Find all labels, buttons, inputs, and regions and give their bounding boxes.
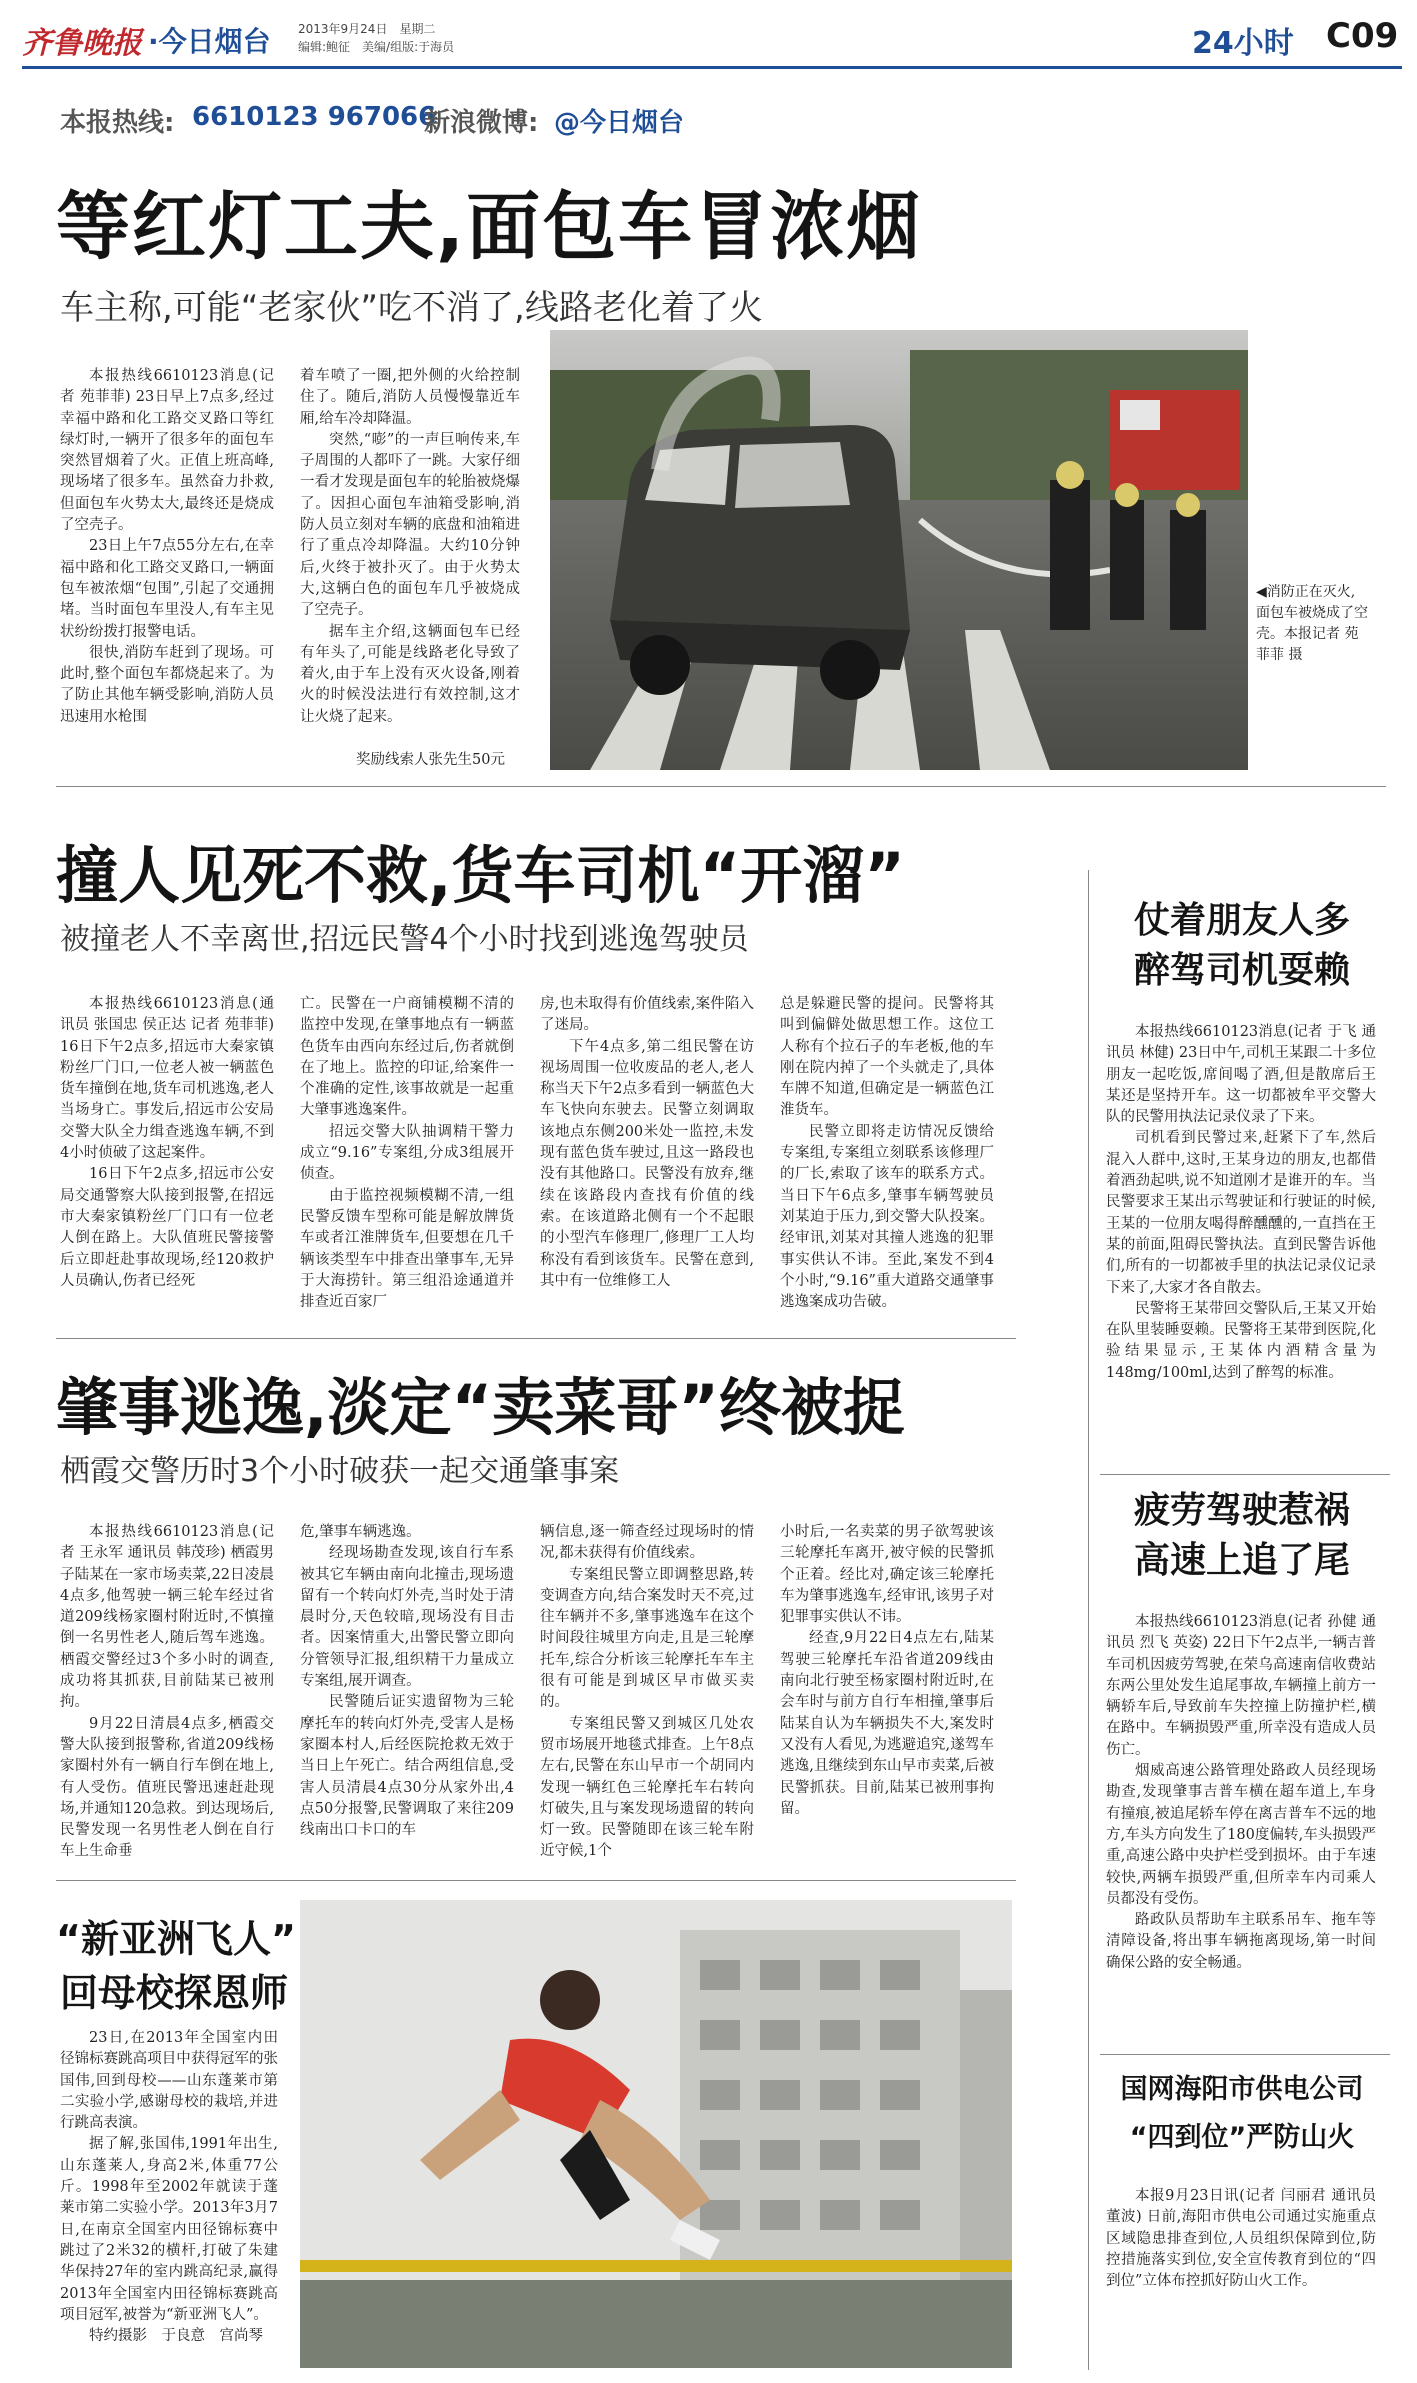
sidebar-rule	[1088, 870, 1089, 2370]
hotline-bar	[0, 96, 1417, 136]
article3-col4-p2: 经查,9月22日4点左右,陆某驾驶三轮摩托车沿省道209线由南向北行驶至杨家圈村附近时,在会车时与前方自行车相撞,肇事后陆某自认为车辆损失不大,案发时又没有人看见,为逃避追究,遂驾车逃逸,且继续到东山早市卖菜,后被民警抓获。目前,陆某已被刑事拘留。	[780, 1630, 994, 1817]
reward-note: 奖励线索人张先生50元	[356, 752, 505, 768]
divider-2	[56, 1338, 1016, 1339]
burning-van-photo	[550, 330, 1248, 770]
article1-col2-p3: 据车主介绍,这辆面包车已经有年头了,可能是线路老化导致了着火,由于车上没有灭火设备,刚着火的时候没法进行有效控制,这才让火烧了起来。	[300, 623, 520, 725]
side1-p2: 司机看到民警过来,赶紧下了车,然后混入人群中,这时,王某身边的朋友,也都借着酒劲起哄,说不知道刚才是谁开的车。当民警要求王某出示驾驶证和行驶证的时候,王某的一位朋友喝得醉醺醺的,一直挡在王某的前面,阻碍民警执法。直到民警告诉他们,所有的一切都被手里的执法记录仪记录下来了,大家才各自散去。	[1106, 1130, 1376, 1296]
article4-headline-line1: “新亚洲飞人”	[56, 1917, 296, 1961]
article2-col3	[540, 994, 754, 1334]
article2-col2-p3: 由于监控视频模糊不清,一组民警反馈车型称可能是解放牌货车或者江淮牌货车,但要想在几千辆该类型车中排查出肇事车,无异于大海捞针。第三组沿途通道并排查近百家厂	[300, 1187, 514, 1311]
sidebar-divider-2	[1100, 2054, 1390, 2055]
article1-photo-caption	[1256, 582, 1368, 782]
side2-p2: 烟威高速公路管理处路政人员经现场勘查,发现肇事吉普车横在超车道上,车身有撞痕,被追尾轿车停在离吉普车不远的地方,车头方向发生了180度偏转,车头损毁严重,高速公路中央护栏受到损坏。由于车速较快,两辆车损毁严重,但所幸车内司乘人员都没有受伤。	[1106, 1763, 1376, 1907]
article3-headline: 肇事逃逸,淡定“卖菜哥”终被捉	[56, 1371, 906, 1444]
article4-credit: 特约摄影 于良意 宫尚琴	[89, 2328, 263, 2345]
masthead-rule	[22, 66, 1402, 69]
masthead	[0, 0, 1417, 70]
side2-headline	[1092, 1486, 1392, 1586]
article1-col2-p2: 突然,“嘭”的一声巨响传来,车子周围的人都吓了一跳。大家仔细一看才发现是面包车的轮胎被烧爆了。因担心面包车油箱受影响,消防人员立刻对车辆的底盘和油箱进行了重点冷却降温。大约10分钟后,火终于被扑灭了。由于火势太大,这辆白色的面包车几乎被烧成了空壳子。	[300, 431, 520, 619]
side2-p3: 路政队员帮助车主联系吊车、拖车等清障设备,将出事车辆拖离现场,第一时间确保公路的安全畅通。	[1106, 1912, 1376, 1971]
article3-col4	[780, 1522, 994, 1872]
paper-logo: 齐鲁晚报	[22, 26, 142, 61]
article4-headline-line2: 回母校探恩师	[60, 1971, 289, 2015]
side1-p1: 本报热线6610123消息(记者 于飞 通讯员 林健) 23日中午,司机王某跟二十多位朋友一起吃饭,席间喝了酒,但是散席后王某还是坚持开车。这一切都被牟平交警大队的民警用执法记录仪录了下来。	[1106, 1024, 1376, 1126]
article1-headline: 等红灯工夫,面包车冒浓烟	[56, 184, 923, 270]
article1-col1-p3: 很快,消防车赶到了现场。可此时,整个面包车都烧起来了。为了防止其他车辆受影响,消防人员迅速用水枪围	[60, 644, 274, 725]
side2-p1: 本报热线6610123消息(记者 孙健 通讯员 烈飞 英姿) 22日下午2点半,一辆吉普车司机因疲劳驾驶,在荣乌高速南信收费站东两公里处发生追尾事故,车辆撞上前方一辆轿车后,导致前车失控撞上防撞护栏,横在路中。车辆损毁严重,所幸没有造成人员伤亡。	[1106, 1614, 1376, 1758]
article2-col1	[60, 994, 274, 1334]
article3-col1-p1: 本报热线6610123消息(记者 王永军 通讯员 韩茂珍) 栖霞男子陆某在一家市场卖菜,22日凌晨4点多,他驾驶一辆三轮车经过省道209线杨家圈村附近时,不慎撞倒一名男性老人,随后驾车逃逸。栖霞交警经过3个多小时的调查,成功将其抓获,目前陆某已被刑拘。	[60, 1524, 274, 1711]
editor-credits: 编辑:鲍征 美编/组版:于海员	[298, 40, 455, 54]
section-name: ·今日烟台	[148, 25, 271, 58]
article1-subhead: 车主称,可能“老家伙”吃不消了,线路老化着了火	[60, 288, 763, 328]
article1-col1-p1: 本报热线6610123消息(记者 苑菲菲) 23日早上7点多,经过幸福中路和化工路交叉路口等红绿灯时,一辆开了很多年的面包车突然冒烟着了火。正值上班高峰,现场堵了很多车。虽然奋力扑救,但面包车火势太大,最终还是烧成了空壳子。	[60, 368, 274, 534]
article3-col4-p1: 小时后,一名卖菜的男子欲驾驶该三轮摩托车离开,被守候的民警抓个正着。经比对,确定该三轮摩托车为肇事逃逸车,经审讯,该男子对犯罪事实供认不讳。	[780, 1524, 994, 1626]
article2-subhead: 被撞老人不幸离世,招远民警4个小时找到逃逸驾驶员	[60, 922, 749, 957]
article3-col3-p1: 辆信息,逐一筛查经过现场时的情况,都未获得有价值线索。	[540, 1524, 754, 1562]
article2-col3-p1: 房,也未取得有价值线索,案件陷入了迷局。	[540, 996, 754, 1034]
article3-col2-p3: 民警随后证实遗留物为三轮摩托车的转向灯外壳,受害人是杨家圈本村人,后经医院抢救无效于当日上午死亡。结合两组信息,受害人员清晨4点30分从家外出,4点50分报警,民警调取了来往209线南出口卡口的车	[300, 1694, 514, 1839]
article1-col2-p1: 着车喷了一圈,把外侧的火给控制住了。随后,消防人员慢慢靠近车厢,给车冷却降温。	[300, 368, 520, 427]
article3-subhead: 栖霞交警历时3个小时破获一起交通肇事案	[60, 1454, 620, 1489]
high-jump-photo	[300, 1900, 1012, 2368]
side1-p3: 民警将王某带回交警队后,王某又开始在队里装睡耍赖。民警将王某带到医院,化验结果显示,王某体内酒精含量为148mg/100ml,达到了醉驾的标准。	[1106, 1300, 1376, 1381]
article4-p2: 据了解,张国伟,1991年出生,山东蓬莱人,身高2米,体重77公斤。1998年至2002年就读于蓬莱市第二实验小学。2013年3月7日,在南京全国室内田径锦标赛中跳过了2米32的横杆,打破了朱建华保持27年的室内跳高纪录,赢得2013年全国室内田径锦标赛跳高项目冠军,被誉为“新亚洲飞人”。	[60, 2136, 278, 2323]
weibo-handle: @今日烟台	[554, 108, 685, 138]
article2-col1-p2: 16日下午2点多,招远市公安局交通警察大队接到报警,在招远市大秦家镇粉丝厂门口有一位老人倒在路上。大队值班民警接警后立即赶赴事故现场,经120救护人员确认,伤者已经死	[60, 1166, 274, 1289]
article3-col3	[540, 1522, 754, 1872]
divider-3	[56, 1880, 1016, 1881]
side3-headline	[1092, 2066, 1392, 2162]
side1-headline-line1: 仗着朋友人多	[1133, 900, 1350, 941]
article4-p1: 23日,在2013年全国室内田径锦标赛跳高项目中获得冠军的张国伟,回到母校——山东蓬莱市第二实验小学,感谢母校的栽培,并进行跳高表演。	[60, 2030, 278, 2132]
side1-headline-line2: 醉驾司机耍赖	[1133, 950, 1350, 991]
article2-col2-p2: 招远交警大队抽调精干警力成立“9.16”专案组,分成3组展开侦查。	[300, 1123, 514, 1183]
issue-date: 2013年9月24日 星期二	[298, 22, 436, 36]
sidebar-divider-1	[1100, 1474, 1390, 1475]
hotline-label: 本报热线:	[60, 108, 175, 138]
side2-headline-line2: 高速上追了尾	[1133, 1540, 1350, 1581]
article1-col1	[60, 366, 274, 766]
article2-col2	[300, 994, 514, 1334]
article2-col4-p2: 民警立即将走访情况反馈给专案组,专案组立刻联系该修理厂的厂长,索取了该车的联系方式。当日下午6点多,肇事车辆驾驶员刘某迫于压力,到交警大队投案。经审讯,刘某对其撞人逃逸的犯罪事实供认不讳。至此,案发不到4个小时,“9.16”重大道路交通肇事逃逸案成功告破。	[780, 1123, 994, 1311]
side2-headline-line1: 疲劳驾驶惹祸	[1133, 1490, 1350, 1531]
article3-col1	[60, 1522, 274, 1872]
article2-col1-p1: 本报热线6610123消息(通讯员 张国忠 侯正达 记者 苑菲菲) 16日下午2点多,招远市大秦家镇粉丝厂门口,一位老人被一辆蓝色货车撞倒在地,货车司机逃逸,老人当场身亡。事发后,招远市公安局交警大队全力缉查逃逸车辆,不到4小时侦破了这起案件。	[60, 996, 274, 1162]
burning-van-illustration	[550, 330, 1248, 770]
article2-headline: 撞人见死不救,货车司机“开溜”	[56, 839, 906, 912]
hotline-numbers: 6610123 967066	[192, 102, 437, 132]
side1-headline	[1092, 896, 1392, 996]
article1-col1-p2: 23日上午7点55分左右,在幸福中路和化工路交叉路口,一辆面包车被浓烟“包围”,引起了交通拥堵。当时面包车里没人,有车主见状纷纷拨打报警电话。	[60, 538, 274, 640]
article1-caption-text: ◀消防正在灭火,面包车被烧成了空壳。本报记者 苑菲菲 摄	[1256, 584, 1368, 663]
article3-col3-p2: 专案组民警立即调整思路,转变调查方向,结合案发时天不亮,过往车辆并不多,肇事逃逸车在这个时间段往城里方向走,且是三轮摩托车,综合分析该三轮摩托车车主很有可能是到城区早市做买卖的。	[540, 1566, 754, 1711]
side1-body	[1106, 1022, 1376, 1452]
side3-headline-line2: “四到位”严防山火	[1129, 2122, 1355, 2153]
article3-col3-p3: 专案组民警又到城区几处农贸市场展开地毯式排查。上午8点左右,民警在东山早市一个胡同内发现一辆红色三轮摩托车右转向灯破失,且与案发现场遗留的转向灯一致。民警随即在该三轮车附近守候,1个	[540, 1715, 754, 1860]
weibo-label: 新浪微博:	[424, 108, 539, 138]
article2-col3-p2: 下午4点多,第二组民警在访视场周围一位收废品的老人,老人称当天下午2点多看到一辆蓝色大车飞快向东驶去。民警立刻调取该地点东侧200米处一监控,未发现有蓝色货车驶过,且这一路段也没有其他路口。民警没有放弃,继续在该路段内查找有价值的线索。在该道路北侧有一个不起眼的小型汽车修理厂,修理厂工人均称没有看到该货车。民警在意到,其中有一位维修工人	[540, 1038, 754, 1289]
article3-col2-p2: 经现场勘查发现,该自行车系被其它车辆由南向北撞击,现场遗留有一个转向灯外壳,当时处于清晨时分,天色较暗,现场没有目击者。因案情重大,出警民警立即向分管领导汇报,组织精干力量成立专案组,展开调查。	[300, 1545, 514, 1690]
article1-col2	[300, 366, 520, 746]
article3-col2-p1: 危,肇事车辆逃逸。	[300, 1524, 421, 1540]
article2-col2-p1: 亡。民警在一户商铺模糊不清的监控中发现,在肇事地点有一辆蓝色货车由西向东经过后,伤者就倒在了地上。监控的印证,给案件一个准确的定性,该事故就是一起重大肇事逃逸案件。	[300, 996, 514, 1119]
page-number: C09	[1326, 16, 1399, 56]
section-label: 24小时	[1192, 26, 1294, 61]
article2-col4-p1: 总是躲避民警的提问。民警将其叫到偏僻处做思想工作。这位工人称有个拉石子的车老板,他的车刚在院内掉了一个头就走了,具体车牌不知道,但确定是一辆蓝色江淮货车。	[780, 996, 994, 1119]
article4-body	[60, 2028, 278, 2373]
divider-1	[56, 786, 1386, 787]
side3-headline-line1: 国网海阳市供电公司	[1120, 2074, 1364, 2105]
side2-body	[1106, 1612, 1376, 2032]
article3-col2	[300, 1522, 514, 1872]
article3-col1-p2: 9月22日清晨4点多,栖霞交警大队接到报警称,省道209线杨家圈村外有一辆自行车倒在地上,有人受伤。值班民警迅速赶赴现场,并通知120急救。到达现场后,民警发现一名男性老人倒在自行车上生命垂	[60, 1715, 274, 1860]
high-jump-illustration	[300, 1900, 1012, 2368]
side3-p1: 本报9月23日讯(记者 闫丽君 通讯员 董波) 日前,海阳市供电公司通过实施重点区域隐患排查到位,人员组织保障到位,防控措施落实到位,安全宣传教育到位的“四到位”立体布控抓好防山火工作。	[1106, 2188, 1376, 2290]
side3-body	[1106, 2186, 1376, 2366]
article2-col4	[780, 994, 994, 1334]
